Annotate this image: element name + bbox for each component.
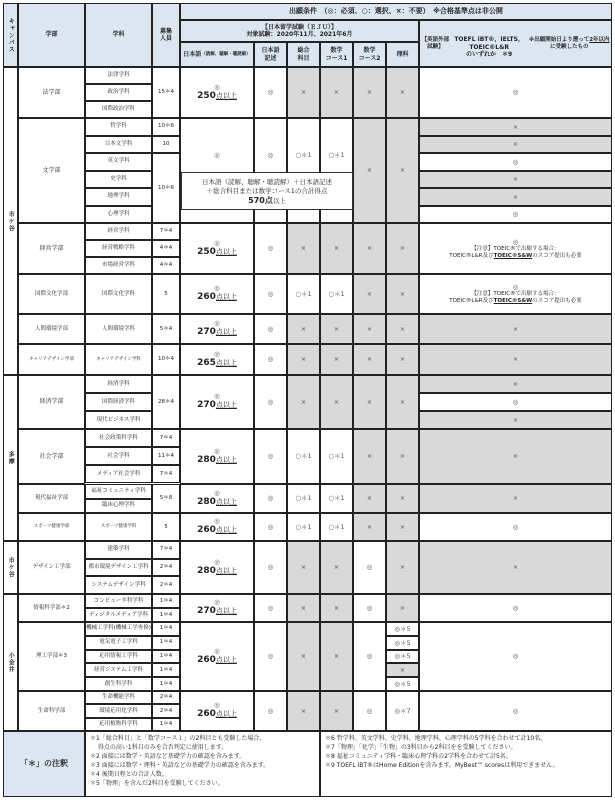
department-cell: 人間環境学科 (85, 314, 152, 344)
general-subjects-cell: × (287, 67, 320, 118)
faculty-sociology: 社会学部 (18, 429, 85, 484)
general-subjects-cell: ○＊1 (287, 484, 320, 513)
science-cell: × (386, 429, 419, 484)
english-test-cell: × (419, 429, 612, 484)
science-cell: ◎＊5 (386, 650, 419, 664)
math-course2-cell: × (353, 314, 386, 344)
japanese-score-cell: ◎ 280点以上 (180, 541, 254, 594)
math-course2-cell: × (353, 344, 386, 375)
english-test-cell: × (419, 411, 612, 429)
english-test-cell: ◎ 【注意】TOEIC®で出願する場合： TOEIC®L&R及びTOEIC®S&Wのスコア提出も必要 (419, 223, 612, 274)
department-cell: 社会政策科学科 (85, 429, 152, 447)
header-eju: 【日本留学試験（ＥＪＵ）】 対象試験：2020年11月、2021年6月 (180, 20, 419, 42)
math-course1-cell: × (320, 622, 353, 691)
english-test-cell: × (419, 541, 612, 594)
quota-cell: 2＊4 (152, 559, 180, 577)
faculty-letters: 文学部 (18, 118, 85, 223)
japanese-score-cell: ◎ 270点以上 (180, 375, 254, 429)
general-subjects-cell: ○＊1 (287, 118, 320, 223)
math-course1-cell: × (320, 223, 353, 274)
quota-cell: 5 (152, 274, 180, 314)
quota-cell: 1＊4 (152, 636, 180, 650)
faculty-intl-culture: 国際文化学部 (18, 274, 85, 314)
footnote-item: ＊5「物理」を含んだ2科目を受験してください。 (90, 780, 224, 787)
department-cell: 建築学科 (85, 541, 152, 559)
footnote-item: ＊2 面接には数学・英語など基礎学力の確認を含みます。 (90, 753, 246, 760)
science-cell: ◎＊5 (386, 636, 419, 650)
department-cell: 法律学科 (85, 67, 152, 84)
math-course1-cell: × (320, 594, 353, 622)
footnotes-right (320, 731, 612, 797)
science-cell: × (386, 314, 419, 344)
science-cell: × (386, 344, 419, 375)
japanese-score-cell: ◎ 265点以上 (180, 344, 254, 375)
department-cell: 応用情報工学科 (85, 650, 152, 664)
quota-cell: 2＊4 (152, 576, 180, 594)
department-cell: 社会学科 (85, 447, 152, 465)
english-test-cell: × (419, 136, 612, 154)
japanese-score-cell: ◎ (180, 118, 254, 223)
science-cell: × (386, 375, 419, 429)
quota-cell: 1＊4 (152, 718, 180, 731)
faculty-design-engineering: デザイン工学部 (18, 541, 85, 594)
math-course2-cell: × (353, 375, 386, 429)
japanese-writing-cell: ◎ (254, 118, 287, 223)
department-cell: 生命機能学科 (85, 691, 152, 704)
english-test-cell: ◎ (419, 153, 612, 171)
japanese-score-cell: ◎ 260点以上 (180, 622, 254, 691)
department-cell: 英文学科 (85, 153, 152, 171)
japanese-score-cell: ◎ 280点以上 (180, 429, 254, 484)
japanese-writing-cell: ◎ (254, 484, 287, 513)
english-test-cell: × (419, 188, 612, 206)
footnote-item: ＊1「総合科目」と「数学コース１」の2科目とも受験した場合、 (90, 735, 266, 742)
japanese-writing-cell: ◎ (254, 314, 287, 344)
quota-cell: 4＊4 (152, 257, 180, 274)
science-cell: × (386, 513, 419, 541)
math-course1-cell: × (320, 314, 353, 344)
math-course2-cell: × (353, 118, 386, 223)
math-course1-cell: × (320, 541, 353, 594)
english-test-cell: × (419, 344, 612, 375)
department-cell: 現代ビジネス学科 (85, 411, 152, 429)
japanese-score-cell: ◎ 250点以上 (180, 223, 254, 274)
japanese-score-cell: ◎ 270点以上 (180, 314, 254, 344)
campus-ichigaya-design: 市ケ谷 (3, 541, 18, 594)
english-test-cell: ◎ (419, 622, 612, 691)
footnote-item: ＊3 面接には数学・理科・英語などの基礎学力の確認を含みます。 (90, 762, 270, 769)
department-cell: 国際政治学科 (85, 101, 152, 118)
department-cell: 臨床心理学科 (85, 499, 152, 514)
quota-cell: 2＊4 (152, 691, 180, 704)
header-faculty: 学部 (18, 3, 85, 67)
department-cell: スポーツ健康学科 (85, 513, 152, 541)
department-cell: 市場経営学科 (85, 257, 152, 274)
japanese-writing-cell: ◎ (254, 344, 287, 375)
header-math-course2: 数学 コース2 (353, 42, 386, 67)
math-course1-cell: × (320, 691, 353, 731)
footnote-item: ＊6 哲学科、英文学科、史学科、地理学科、心理学科の5学科を合わせて計10名。 (325, 735, 547, 742)
japanese-writing-cell: ◎ (254, 375, 287, 429)
general-subjects-cell: × (287, 541, 320, 594)
footnotes-left (85, 731, 320, 797)
quota-cell: 7＊4 (152, 465, 180, 483)
quota-cell: 10＊6 (152, 118, 180, 136)
header-department: 学科 (85, 3, 152, 67)
quota-cell: 1＊4 (152, 594, 180, 608)
department-cell: システムデザイン学科 (85, 576, 152, 594)
quota-cell: 7＊4 (152, 429, 180, 447)
japanese-writing-cell: ◎ (254, 594, 287, 622)
faculty-social-welfare: 現代福祉学部 (18, 484, 85, 513)
faculty-business: 経営学部 (18, 223, 85, 274)
english-test-cell: ◎ (419, 206, 612, 224)
header-japanese: 日本語 （読解、聴解・聴読解） (180, 42, 254, 67)
math-course2-cell: × (353, 484, 386, 513)
english-test-cell: ◎ (419, 67, 612, 118)
quota-cell: 5 (152, 513, 180, 541)
general-subjects-cell: × (287, 375, 320, 429)
quota-cell: 10 (152, 136, 180, 154)
quota-cell: 1＊4 (152, 622, 180, 636)
department-cell: 国際文化学科 (85, 274, 152, 314)
quota-cell: 5＊4 (152, 314, 180, 344)
math-course1-cell: × (320, 344, 353, 375)
header-quota: 募集 人員 (152, 3, 180, 67)
japanese-writing-cell: ◎ (254, 274, 287, 314)
quota-cell: 5＊8 (152, 484, 180, 513)
department-cell: コンピュータ科学科 (85, 594, 152, 608)
english-test-cell: × (419, 314, 612, 344)
japanese-writing-cell: ◎ (254, 622, 287, 691)
header-campus: キャンパス (3, 3, 18, 67)
quota-cell: 1＊4 (152, 650, 180, 664)
header-japanese-writing: 日本語 記述 (254, 42, 287, 67)
department-cell: 経営システム工学科 (85, 663, 152, 677)
quota-cell: 7＊4 (152, 541, 180, 559)
science-cell: × (386, 541, 419, 594)
footnote-item: 得点の高い1科目のみを合否判定に使用します。 (90, 744, 228, 751)
department-cell: 環境応用化学科 (85, 704, 152, 717)
campus-ichigaya: 市ケ谷 (3, 67, 18, 375)
math-course2-cell: × (353, 274, 386, 314)
japanese-score-cell: ◎ 260点以上 (180, 691, 254, 731)
math-course1-cell: ○＊1 (320, 274, 353, 314)
english-test-cell: × (419, 171, 612, 189)
english-test-cell: ◎ (419, 594, 612, 622)
department-cell: 経済学科 (85, 375, 152, 393)
footnote-item: ＊4 後期日程との合計人数。 (90, 771, 168, 778)
japanese-score-cell: ◎ 250点以上 (180, 67, 254, 118)
math-course2-cell: × (353, 429, 386, 484)
faculty-career-design: キャリアデザイン学部 (18, 344, 85, 375)
math-course1-cell: ○＊1 (320, 429, 353, 484)
english-test-cell: ◎ (419, 393, 612, 411)
general-subjects-cell: ○＊1 (287, 274, 320, 314)
department-cell: 経営学科 (85, 223, 152, 240)
quota-cell: 28＊4 (152, 375, 180, 429)
math-course2-cell: ◎ (353, 622, 386, 691)
science-cell: × (386, 594, 419, 622)
math-course1-cell: ○＊1 (320, 118, 353, 223)
department-cell: ディジタルメディア学科 (85, 608, 152, 622)
math-course1-cell: ○＊1 (320, 513, 353, 541)
japanese-writing-cell: ◎ (254, 513, 287, 541)
department-cell: 福祉コミュニティ学科 (85, 484, 152, 499)
general-subjects-cell: ○＊1 (287, 429, 320, 484)
quota-cell: 4＊4 (152, 240, 180, 257)
department-cell: 国際経済学科 (85, 393, 152, 411)
math-course2-cell: ◎ (353, 691, 386, 731)
department-cell: 機械工学科(機械工学専修) (85, 622, 152, 636)
general-subjects-cell: × (287, 344, 320, 375)
department-cell: 創生科学科 (85, 677, 152, 691)
science-cell: × (386, 274, 419, 314)
math-course2-cell: × (353, 67, 386, 118)
english-test-cell: ◎ (419, 691, 612, 731)
japanese-writing-cell: ◎ (254, 691, 287, 731)
footnotes-label: 「＊」の注釈 (3, 731, 85, 797)
quota-cell: 15＊4 (152, 67, 180, 118)
science-cell: ◎＊5 (386, 677, 419, 691)
general-subjects-cell: × (287, 622, 320, 691)
quota-cell: 7＊4 (152, 223, 180, 240)
science-cell: × (386, 118, 419, 223)
english-test-cell: × (419, 375, 612, 393)
campus-koganei: 小金井 (3, 594, 18, 731)
science-cell: × (386, 663, 419, 677)
letters-combined-score-note: 日本語（読解、聴解・聴読解）＋日本語記述 ＋総合科目または数学コース1の合計得点 570点以上 (182, 173, 352, 209)
japanese-writing-cell: ◎ (254, 223, 287, 274)
faculty-computer-info-sciences: 情報科学部＊2 (18, 594, 85, 622)
header-science: 理科 (386, 42, 419, 67)
japanese-writing-cell: ◎ (254, 429, 287, 484)
department-cell: キャリアデザイン学科 (85, 344, 152, 375)
general-subjects-cell: × (287, 314, 320, 344)
math-course2-cell: ◎ (353, 541, 386, 594)
japanese-writing-cell: ◎ (254, 541, 287, 594)
department-cell: 日本文学科 (85, 136, 152, 154)
english-test-cell: × (419, 118, 612, 136)
japanese-score-cell: ◎ 270点以上 (180, 594, 254, 622)
faculty-law: 法学部 (18, 67, 85, 118)
math-course2-cell: ◎ (353, 594, 386, 622)
quota-cell: 2＊4 (152, 704, 180, 717)
department-cell: メディア社会学科 (85, 465, 152, 483)
quota-cell: 11＊4 (152, 447, 180, 465)
general-subjects-cell: × (287, 691, 320, 731)
math-course2-cell: × (353, 513, 386, 541)
math-course1-cell: × (320, 67, 353, 118)
english-test-cell: ◎ (419, 513, 612, 541)
header-english-test: 【英語外部試験】 TOEFL iBT®，IELTS，TOEIC®L&R のいずれか ＊9 ※出願開始日より遡って2年以内に受験したもの (419, 20, 612, 67)
department-cell: 電気電子工学科 (85, 636, 152, 650)
quota-cell: 1＊4 (152, 663, 180, 677)
science-cell: × (386, 223, 419, 274)
faculty-human-environment: 人間環境学部 (18, 314, 85, 344)
english-test-cell: ◎ 【注意】TOEIC®で出願する場合： TOEIC®L&R及びTOEIC®S&Wのスコア提出も必要 (419, 274, 612, 314)
faculty-economics: 経済学部 (18, 375, 85, 429)
quota-cell: 10＊6 (152, 153, 180, 223)
japanese-score-cell: ◎ 280点以上 (180, 484, 254, 513)
science-cell: × (386, 484, 419, 513)
footnote-item: ＊7「物理」「化学」「生物」の3科目から2科目をを受験してください。 (325, 744, 517, 751)
japanese-score-cell: ◎ 260点以上 (180, 274, 254, 314)
footnote-item: ＊8 福祉コミュニティ学科・臨床心理学科の2学科を合わせて計5名。 (325, 753, 512, 760)
header-general-subjects: 総合 科目 (287, 42, 320, 67)
department-cell: 史学科 (85, 171, 152, 189)
department-cell: 経営戦略学科 (85, 240, 152, 257)
english-test-cell: × (419, 484, 612, 513)
science-cell: ◎＊7 (386, 691, 419, 731)
math-course1-cell: × (320, 375, 353, 429)
department-cell: 哲学科 (85, 118, 152, 136)
general-subjects-cell: × (287, 594, 320, 622)
footnote-item: ＊9 TOEFL iBT®はHome Editionを含みます。MyBest™ scoresは利用できません。 (325, 762, 559, 769)
department-cell: 地理学科 (85, 188, 152, 206)
quota-cell: 1＊4 (152, 677, 180, 691)
department-cell: 心理学科 (85, 206, 152, 224)
campus-tama: 多摩 (3, 375, 18, 541)
header-math-course1: 数学 コース1 (320, 42, 353, 67)
department-cell: 都市環境デザイン工学科 (85, 559, 152, 577)
general-subjects-cell: ○＊1 (287, 513, 320, 541)
science-cell: ◎＊5 (386, 622, 419, 636)
faculty-bioscience: 生命科学部 (18, 691, 85, 731)
quota-cell: 1＊4 (152, 608, 180, 622)
department-cell: 応用植物科学科 (85, 718, 152, 731)
faculty-sports-health: スポーツ健康学部 (18, 513, 85, 541)
header-conditions-title: 出願条件 （◎：必須、○：選択、×：不要） ※合格基準点は非公開 (180, 3, 612, 20)
math-course1-cell: ○＊1 (320, 484, 353, 513)
department-cell: 政治学科 (85, 84, 152, 101)
quota-cell: 10＊4 (152, 344, 180, 375)
math-course2-cell: × (353, 223, 386, 274)
japanese-score-cell: ◎ 260点以上 (180, 513, 254, 541)
science-cell: × (386, 67, 419, 118)
general-subjects-cell: × (287, 223, 320, 274)
japanese-writing-cell: ◎ (254, 67, 287, 118)
faculty-science-engineering: 理工学部＊3 (18, 622, 85, 691)
